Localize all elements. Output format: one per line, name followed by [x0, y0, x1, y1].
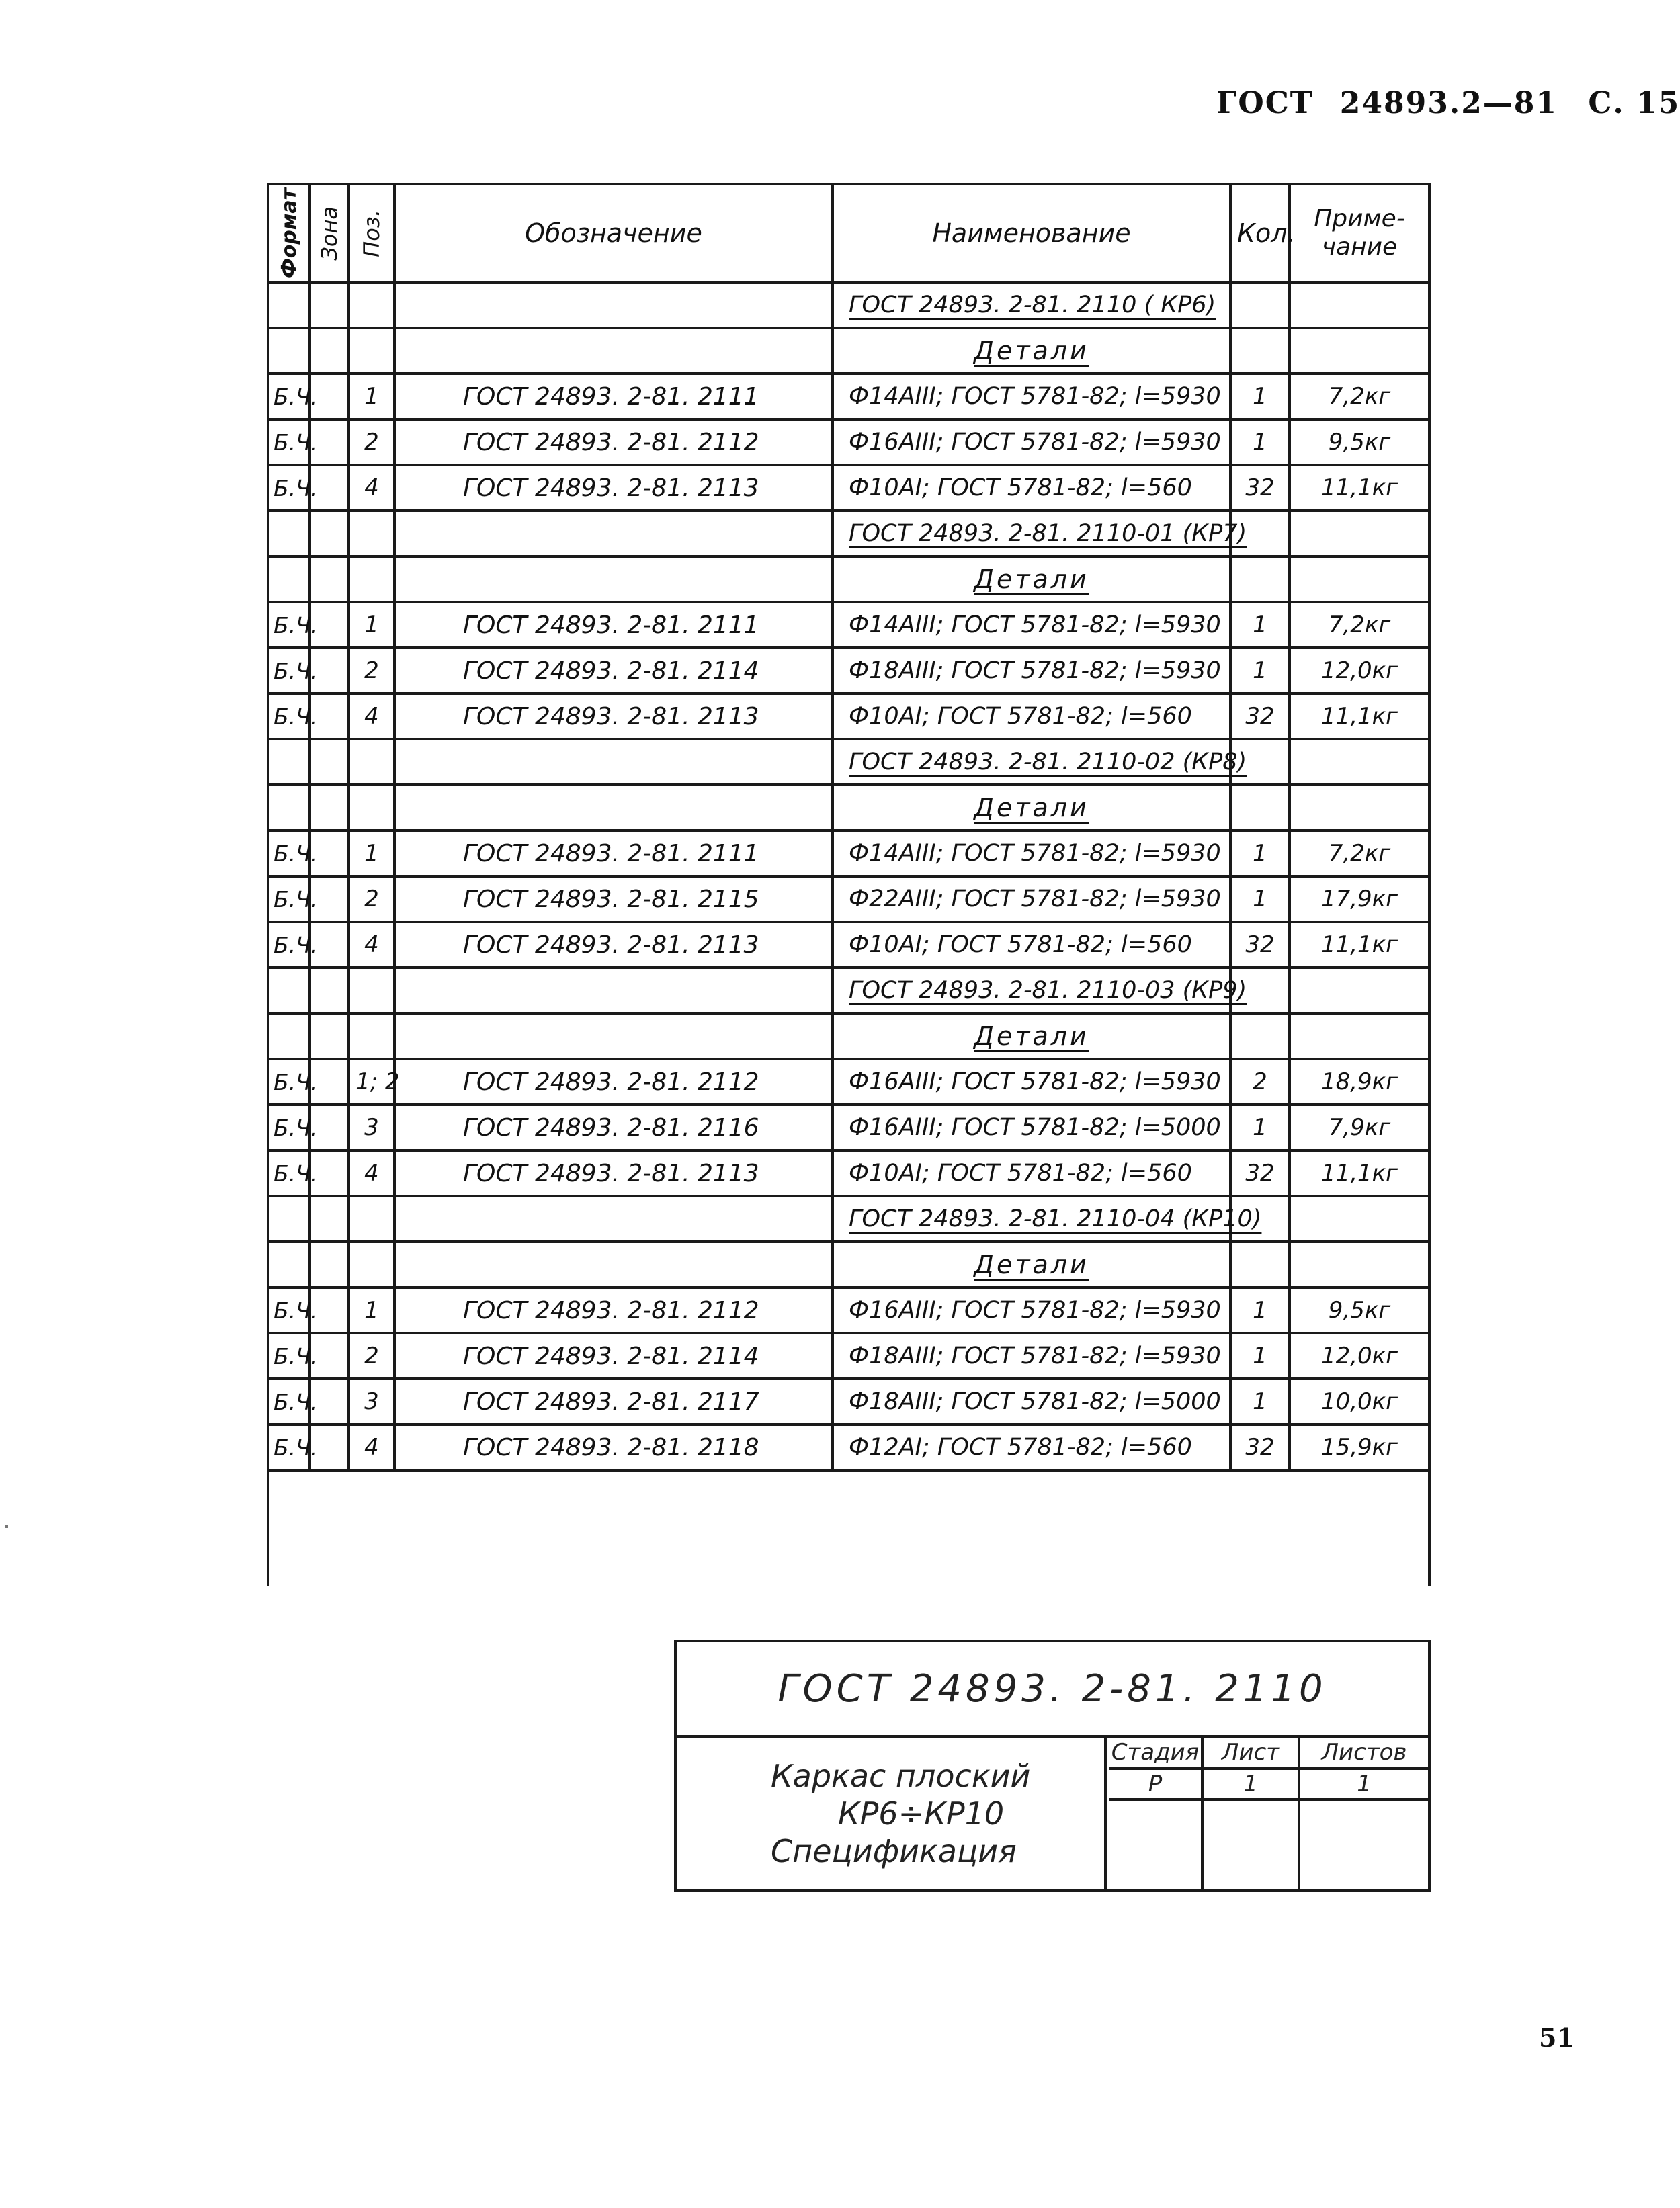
position-cell: 2: [349, 648, 394, 693]
empty-cell: [268, 968, 310, 1013]
quantity-cell: 32: [1230, 1425, 1290, 1470]
empty-cell: [1290, 328, 1429, 374]
position-cell: 4: [349, 693, 394, 739]
empty-cell: [1290, 968, 1429, 1013]
empty-cell: [1290, 282, 1429, 328]
document-row: [268, 739, 1429, 785]
table-row: [268, 1425, 1429, 1470]
note-cell: 15,9кг: [1290, 1425, 1429, 1470]
designation-cell: ГОСТ 24893. 2-81. 2115: [394, 876, 833, 922]
empty-cell: [1230, 282, 1290, 328]
format-cell: Б.Ч.: [268, 1333, 310, 1379]
empty-cell: [394, 968, 833, 1013]
title-block-title: [677, 1738, 1107, 1889]
empty-cell: [1230, 556, 1290, 602]
quantity-cell: 1: [1230, 1287, 1290, 1333]
format-cell: Б.Ч.: [268, 831, 310, 876]
stage-value: Р: [1148, 1771, 1163, 1797]
designation-cell: ГОСТ 24893. 2-81. 2113: [394, 693, 833, 739]
col-note-header: Приме-чание: [1290, 184, 1429, 282]
note-cell: 12,0кг: [1290, 648, 1429, 693]
section-title-cell: [833, 785, 1230, 831]
empty-cell: [1230, 785, 1290, 831]
empty-cell: [268, 1242, 310, 1287]
name-cell: Ф12АI; ГОСТ 5781-82; l=560: [833, 1425, 1230, 1470]
note-cell: 7,2кг: [1290, 831, 1429, 876]
document-title-cell: [833, 739, 1247, 785]
empty-cell: [1290, 1013, 1429, 1059]
empty-cell: [268, 1013, 310, 1059]
position-cell: 2: [349, 419, 394, 465]
position-cell: 4: [349, 1150, 394, 1196]
note-cell: 11,1кг: [1290, 465, 1429, 511]
grid-divider: [1201, 1738, 1204, 1889]
col-zone-header: Зона: [310, 184, 349, 282]
empty-cell: [1230, 1013, 1290, 1059]
document-title-cell: [833, 968, 1247, 1013]
empty-cell: [268, 511, 310, 556]
scan-mark: [5, 1525, 8, 1528]
empty-cell: [349, 511, 394, 556]
blank-area: [268, 1470, 1429, 1586]
name-cell: Ф10АI; ГОСТ 5781-82; l=560: [833, 693, 1230, 739]
position-cell: 1: [349, 831, 394, 876]
format-cell: Б.Ч.: [268, 1150, 310, 1196]
note-cell: 7,9кг: [1290, 1105, 1429, 1150]
section-row: [268, 785, 1429, 831]
name-cell: Ф16АIII; ГОСТ 5781-82; l=5930: [833, 419, 1230, 465]
section-title: Детали: [974, 1250, 1089, 1279]
table-row: [268, 1059, 1429, 1105]
grid-divider: [1298, 1738, 1300, 1889]
format-cell: Б.Ч.: [268, 922, 310, 968]
document-row: [268, 511, 1429, 556]
empty-cell: [349, 556, 394, 602]
note-cell: 12,0кг: [1290, 1333, 1429, 1379]
format-cell: Б.Ч.: [268, 648, 310, 693]
page-header: [1216, 86, 1680, 120]
title-line-2: КР6÷КР10: [838, 1795, 1005, 1832]
table-row: [268, 1333, 1429, 1379]
designation-cell: ГОСТ 24893. 2-81. 2114: [394, 648, 833, 693]
empty-cell: [310, 739, 349, 785]
empty-cell: [1290, 1242, 1429, 1287]
table-row: [268, 602, 1429, 648]
name-cell: Ф16АIII; ГОСТ 5781-82; l=5930: [833, 1059, 1230, 1105]
empty-cell: [268, 785, 310, 831]
document-row: [268, 1196, 1429, 1242]
section-title: Детали: [974, 1021, 1089, 1051]
name-cell: Ф10АI; ГОСТ 5781-82; l=560: [833, 465, 1230, 511]
designation-cell: ГОСТ 24893. 2-81. 2111: [394, 831, 833, 876]
empty-cell: [1290, 785, 1429, 831]
empty-cell: [310, 1242, 349, 1287]
name-cell: Ф10АI; ГОСТ 5781-82; l=560: [833, 1150, 1230, 1196]
table-row: [268, 1287, 1429, 1333]
name-cell: Ф14АIII; ГОСТ 5781-82; l=5930: [833, 602, 1230, 648]
note-cell: 11,1кг: [1290, 1150, 1429, 1196]
position-cell: 1; 2: [349, 1059, 394, 1105]
document-title: ГОСТ 24893. 2-81. 2110 ( КР6): [849, 292, 1216, 319]
empty-cell: [310, 785, 349, 831]
document-row: [268, 282, 1429, 328]
document-title-cell: [833, 511, 1247, 556]
name-cell: Ф18АIII; ГОСТ 5781-82; l=5930: [833, 648, 1230, 693]
quantity-cell: 32: [1230, 922, 1290, 968]
empty-cell: [394, 1013, 833, 1059]
page-number: 51: [1539, 2023, 1574, 2053]
table-row: [268, 1379, 1429, 1425]
quantity-cell: 2: [1230, 1059, 1290, 1105]
title-block: [674, 1640, 1431, 1892]
position-cell: 1: [349, 1287, 394, 1333]
empty-cell: [1290, 739, 1429, 785]
quantity-cell: 1: [1230, 876, 1290, 922]
name-cell: Ф16АIII; ГОСТ 5781-82; l=5930: [833, 1287, 1230, 1333]
empty-cell: [310, 282, 349, 328]
name-cell: Ф22АIII; ГОСТ 5781-82; l=5930: [833, 876, 1230, 922]
empty-cell: [394, 1242, 833, 1287]
note-cell: 7,2кг: [1290, 374, 1429, 419]
table-row: [268, 648, 1429, 693]
document-title-cell: [833, 1196, 1262, 1242]
empty-cell: [394, 511, 833, 556]
blank-row: [268, 1470, 1429, 1586]
designation-cell: ГОСТ 24893. 2-81. 2116: [394, 1105, 833, 1150]
table-header-row: [268, 184, 1429, 282]
section-title: Детали: [974, 336, 1089, 366]
table-row: [268, 922, 1429, 968]
section-row: [268, 1013, 1429, 1059]
empty-cell: [310, 1196, 349, 1242]
title-line-3: Спецификация: [771, 1833, 1017, 1869]
designation-cell: ГОСТ 24893. 2-81. 2112: [394, 419, 833, 465]
header-page: С. 15: [1588, 86, 1680, 120]
empty-cell: [349, 328, 394, 374]
empty-cell: [268, 282, 310, 328]
format-cell: Б.Ч.: [268, 1059, 310, 1105]
empty-cell: [394, 556, 833, 602]
format-cell: Б.Ч.: [268, 602, 310, 648]
sheet-value: 1: [1243, 1771, 1258, 1797]
empty-cell: [268, 739, 310, 785]
position-cell: 4: [349, 465, 394, 511]
empty-cell: [310, 556, 349, 602]
note-cell: 18,9кг: [1290, 1059, 1429, 1105]
designation-cell: ГОСТ 24893. 2-81. 2113: [394, 1150, 833, 1196]
empty-cell: [349, 968, 394, 1013]
quantity-cell: 1: [1230, 374, 1290, 419]
section-title: Детали: [974, 793, 1089, 822]
designation-cell: ГОСТ 24893. 2-81. 2118: [394, 1425, 833, 1470]
note-cell: 7,2кг: [1290, 602, 1429, 648]
name-cell: Ф10АI; ГОСТ 5781-82; l=560: [833, 922, 1230, 968]
section-row: [268, 556, 1429, 602]
document-title: ГОСТ 24893. 2-81. 2110-02 (КР8): [849, 749, 1247, 775]
stage-label: Стадия: [1111, 1739, 1200, 1766]
table-row: [268, 1150, 1429, 1196]
format-cell: Б.Ч.: [268, 374, 310, 419]
specification-table: [267, 183, 1431, 1586]
empty-cell: [310, 968, 349, 1013]
col-pos-header: Поз.: [349, 184, 394, 282]
table-row: [268, 374, 1429, 419]
title-block-code: ГОСТ 24893. 2-81. 2110: [677, 1642, 1428, 1738]
document-title-cell: [833, 282, 1230, 328]
empty-cell: [310, 511, 349, 556]
document-title: ГОСТ 24893. 2-81. 2110-03 (КР9): [849, 977, 1247, 1004]
designation-cell: ГОСТ 24893. 2-81. 2111: [394, 602, 833, 648]
table-row: [268, 876, 1429, 922]
designation-cell: ГОСТ 24893. 2-81. 2114: [394, 1333, 833, 1379]
quantity-cell: 1: [1230, 1105, 1290, 1150]
designation-cell: ГОСТ 24893. 2-81. 2113: [394, 922, 833, 968]
position-cell: 2: [349, 876, 394, 922]
format-cell: Б.Ч.: [268, 1105, 310, 1150]
position-cell: 1: [349, 374, 394, 419]
empty-cell: [349, 1242, 394, 1287]
section-title: Детали: [974, 564, 1089, 594]
col-qty-header: Кол.: [1230, 184, 1290, 282]
name-cell: Ф14АIII; ГОСТ 5781-82; l=5930: [833, 374, 1230, 419]
empty-cell: [1290, 511, 1429, 556]
position-cell: 4: [349, 1425, 394, 1470]
document-row: [268, 968, 1429, 1013]
position-cell: 4: [349, 922, 394, 968]
empty-cell: [349, 282, 394, 328]
quantity-cell: 32: [1230, 465, 1290, 511]
note-cell: 11,1кг: [1290, 922, 1429, 968]
designation-cell: ГОСТ 24893. 2-81. 2112: [394, 1287, 833, 1333]
table-row: [268, 693, 1429, 739]
section-title-cell: [833, 1013, 1230, 1059]
sheets-value: 1: [1357, 1771, 1372, 1797]
table-row: [268, 831, 1429, 876]
empty-cell: [349, 1013, 394, 1059]
title-block-grid: [1109, 1738, 1428, 1889]
name-cell: Ф18АIII; ГОСТ 5781-82; l=5930: [833, 1333, 1230, 1379]
name-cell: Ф16АIII; ГОСТ 5781-82; l=5000: [833, 1105, 1230, 1150]
format-cell: Б.Ч.: [268, 1287, 310, 1333]
col-format-header: Формат: [268, 184, 310, 282]
quantity-cell: 32: [1230, 693, 1290, 739]
section-title-cell: [833, 1242, 1230, 1287]
quantity-cell: 1: [1230, 1379, 1290, 1425]
table-row: [268, 419, 1429, 465]
header-standard: ГОСТ: [1216, 86, 1314, 120]
empty-cell: [349, 785, 394, 831]
designation-cell: ГОСТ 24893. 2-81. 2111: [394, 374, 833, 419]
quantity-cell: 1: [1230, 648, 1290, 693]
format-cell: Б.Ч.: [268, 693, 310, 739]
note-cell: 9,5кг: [1290, 1287, 1429, 1333]
section-title-cell: [833, 328, 1230, 374]
empty-cell: [1290, 556, 1429, 602]
empty-cell: [394, 785, 833, 831]
table-row: [268, 1105, 1429, 1150]
sheet-label: Лист: [1221, 1739, 1280, 1766]
quantity-cell: 1: [1230, 419, 1290, 465]
quantity-cell: 1: [1230, 831, 1290, 876]
designation-cell: ГОСТ 24893. 2-81. 2112: [394, 1059, 833, 1105]
empty-cell: [394, 739, 833, 785]
grid-divider: [1109, 1798, 1428, 1801]
format-cell: Б.Ч.: [268, 876, 310, 922]
designation-cell: ГОСТ 24893. 2-81. 2117: [394, 1379, 833, 1425]
empty-cell: [310, 1013, 349, 1059]
format-cell: Б.Ч.: [268, 1379, 310, 1425]
quantity-cell: 1: [1230, 1333, 1290, 1379]
empty-cell: [349, 1196, 394, 1242]
title-line-1: Каркас плоский: [771, 1758, 1031, 1794]
empty-cell: [268, 1196, 310, 1242]
col-name-header: Наименование: [833, 184, 1230, 282]
table-body: [268, 282, 1429, 1586]
table-row: [268, 465, 1429, 511]
sheets-label: Листов: [1321, 1739, 1407, 1766]
format-cell: Б.Ч.: [268, 1425, 310, 1470]
empty-cell: [1230, 328, 1290, 374]
section-title-cell: [833, 556, 1230, 602]
document-title: ГОСТ 24893. 2-81. 2110-04 (КР10): [849, 1205, 1262, 1232]
name-cell: Ф14АIII; ГОСТ 5781-82; l=5930: [833, 831, 1230, 876]
empty-cell: [394, 282, 833, 328]
position-cell: 2: [349, 1333, 394, 1379]
empty-cell: [349, 739, 394, 785]
section-row: [268, 1242, 1429, 1287]
empty-cell: [1230, 1242, 1290, 1287]
empty-cell: [394, 328, 833, 374]
note-cell: 11,1кг: [1290, 693, 1429, 739]
grid-divider: [1109, 1767, 1428, 1770]
position-cell: 3: [349, 1105, 394, 1150]
position-cell: 1: [349, 602, 394, 648]
quantity-cell: 32: [1230, 1150, 1290, 1196]
col-designation-header: Обозначение: [394, 184, 833, 282]
note-cell: 9,5кг: [1290, 419, 1429, 465]
empty-cell: [1290, 1196, 1429, 1242]
section-row: [268, 328, 1429, 374]
empty-cell: [394, 1196, 833, 1242]
header-number: 24893.2—81: [1339, 86, 1558, 120]
empty-cell: [310, 328, 349, 374]
format-cell: Б.Ч.: [268, 465, 310, 511]
designation-cell: ГОСТ 24893. 2-81. 2113: [394, 465, 833, 511]
note-cell: 17,9кг: [1290, 876, 1429, 922]
empty-cell: [268, 556, 310, 602]
document-title: ГОСТ 24893. 2-81. 2110-01 (КР7): [849, 520, 1247, 547]
empty-cell: [268, 328, 310, 374]
position-cell: 3: [349, 1379, 394, 1425]
quantity-cell: 1: [1230, 602, 1290, 648]
note-cell: 10,0кг: [1290, 1379, 1429, 1425]
name-cell: Ф18АIII; ГОСТ 5781-82; l=5000: [833, 1379, 1230, 1425]
format-cell: Б.Ч.: [268, 419, 310, 465]
